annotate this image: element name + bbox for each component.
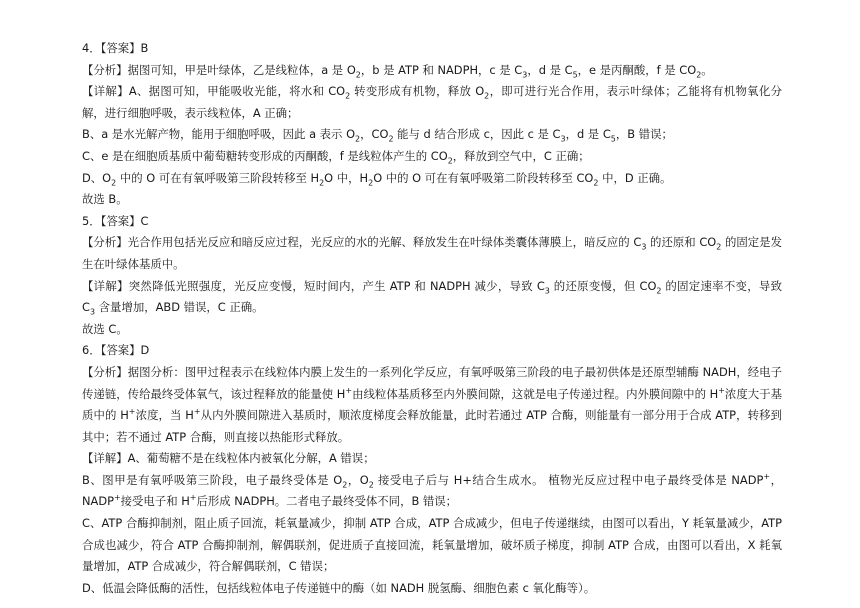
answer-4-detail-c: C、e 是在细胞质基质中葡萄糖转变形成的丙酮酸，f 是线粒体产生的 $CO_2$，释放到空气中，C 正确； — [82, 148, 590, 166]
answer-6-detail-c: C、ATP 合酶抑制剂，阻止质子回流，耗氧量减少，抑制 ATP 合成，ATP 合成减少，但电子传递继续，由图可以看出，Y 耗氧量减少，ATP 合成也减少，符合 ATP 合酶抑制剂，解偶联剂，促进质子直接回流，耗氧量增加，破坏质子梯度，抑制 ATP 合成，由图可以看出，X 耗氧量增加，ATP 合成减少，符合解偶联剂，C 错误； — [82, 516, 782, 574]
answer-5-detail: 【详解】突然降低光照强度，光反应变慢，短时间内，产生 ATP 和 NADPH 减少，导致 $C_3$ 的还原变慢，但 $CO_2$ 的固定速率不变，导致 $C_3$ 含量增加，ABD 错误，C 正确。 — [82, 278, 782, 317]
answer-document — [82, 38, 782, 599]
answer-4-analysis: 【分析】据图可知，甲是叶绿体，乙是线粒体，a 是 $O_2$，b 是 ATP 和 NADPH，c 是 $C_3$，d 是 $C_5$，e 是丙酮酸，f 是 $CO_2$。 — [82, 62, 713, 79]
answer-4-choice: 故选 B。 — [82, 192, 128, 207]
answer-4-heading: 4．【答案】B — [82, 41, 149, 55]
answer-5-heading: 5．【答案】C — [82, 213, 149, 228]
answer-4-detail-d: D、$O_2$ 中的 O 可在有氧呼吸第三阶段转移至 $H_2O$ 中，$H_2O$ 中的 O 可在有氧呼吸第二阶段转移至 $CO_2$ 中，D 正确。 — [82, 170, 672, 187]
answer-6-analysis: 【分析】据图分析：图甲过程表示在线粒体内膜上发生的一系列化学反应，有氧呼吸第三阶段的电子最初供体是还原型辅酶 NADH，经电子传递链，传给最终受体氧气，该过程释放的能量使 H+由线粒体基质移至内外膜间隙，这就是电子传递过程。内外膜间隙中的 H+浓度大于基质中的 H+浓度，当 H+从内外膜间隙进入基质时，顺浓度梯度会释放能量，此时若通过 ATP 合酶，则能量有一部分用于合成 ATP，转移到其中；若不通过 ATP 合酶，则直接以热能形式释放。 — [82, 364, 783, 444]
answer-4-detail-b: B、a 是水光解产物，能用于细胞呼吸，因此 a 表示 $O_2$，$CO_2$ 能与 d 结合形成 c，因此 c 是 $C_3$，d 是 $C_5$，B 错误； — [82, 127, 673, 144]
answer-4-detail-a: 【详解】A、据图可知，甲能吸收光能，将水和 $CO_2$ 转变形成有机物，释放 $O_2$，即可进行光合作用，表示叶绿体；乙能将有机物氧化分解，进行细胞呼吸，表示线粒体，A 正确； — [82, 84, 782, 120]
answer-6-detail-a: 【详解】A、葡萄糖不是在线粒体内被氧化分解，A 错误； — [82, 451, 375, 466]
answer-5-analysis: 【分析】光合作用包括光反应和暗反应过程，光反应的水的光解、释放发生在叶绿体类囊体薄膜上，暗反应的 $C_3$ 的还原和 $CO_2$ 的固定是发生在叶绿体基质中。 — [82, 235, 782, 271]
answer-6-detail-b: B、图甲是有氧呼吸第三阶段，电子最终受体是 $O_2$，$O_2$ 接受电子后与 H+结合生成水。 植物光反应过程中电子最终受体是 NADP+，NADP+接受电子和 H+后形成 NADPH。二者电子最终受体不同，B 错误； — [82, 472, 782, 509]
answer-6-detail-d: D、低温会降低酶的活性，包括线粒体电子传递链中的酶（如 NADH 脱氢酶、细胞色素 c 氧化酶等）。 — [82, 580, 596, 595]
answer-5-choice: 故选 C。 — [82, 321, 128, 336]
answer-6-heading: 6．【答案】D — [82, 343, 150, 358]
